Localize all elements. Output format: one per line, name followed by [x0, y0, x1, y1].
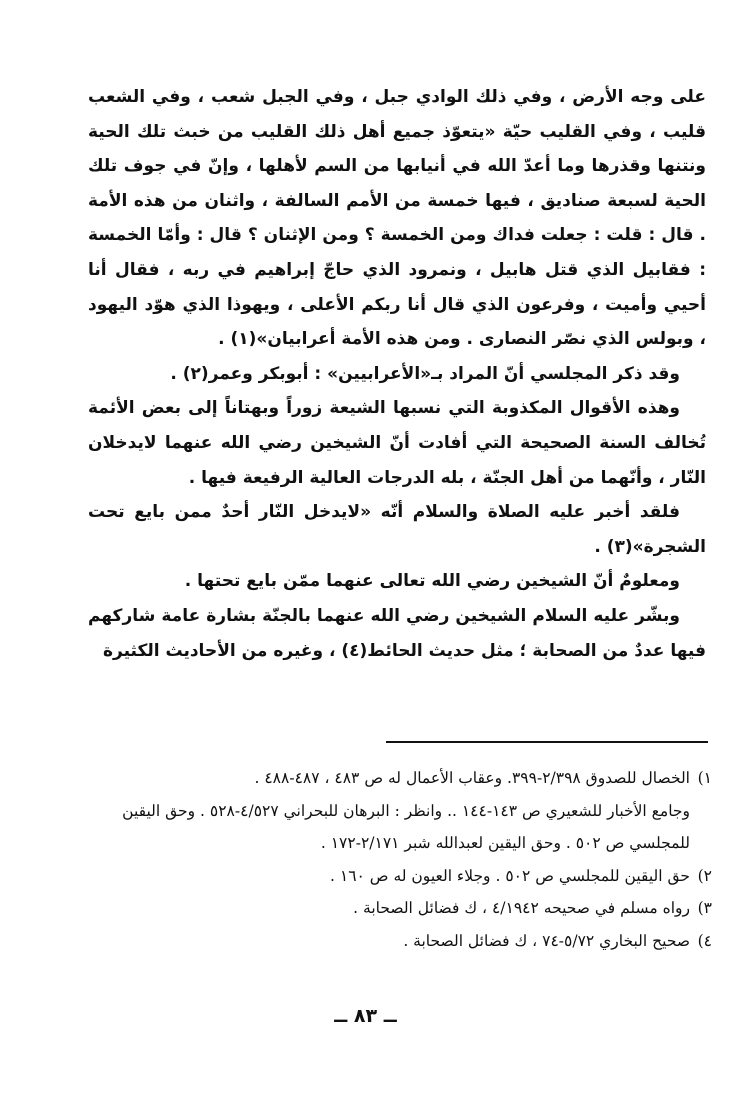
- main-text: [88, 80, 706, 668]
- footnote-divider: [386, 741, 708, 743]
- paragraph: وهذه الأقوال المكذوبة التي نسبها الشيعة زوراً وبهتاناً إلى بعض الأئمة تُخالف السنة الصحيحة التي أفادت أنّ الشيخين رضي الله عنهما لايدخلان النّار ، وأنّهما من أهل الجنّة ، بله الدرجات العالية الرفيعة فيها .: [88, 398, 706, 488]
- footnote: [92, 892, 712, 925]
- paragraph: فلقد أخبر عليه الصلاة والسلام أنّه «لايدخل النّار أحدٌ ممن بايع تحت الشجرة»(٣) .: [88, 502, 706, 557]
- footnote-text: صحيح البخاري ٥/٧٢-٧٤ ، ك فضائل الصحابة .: [403, 931, 690, 950]
- paragraph: وقد ذكر المجلسي أنّ المراد بـ«الأعرابيين» : أبوبكر وعمر(٢) .: [170, 363, 680, 384]
- footnote-text: رواه مسلم في صحيحه ٤/١٩٤٢ ، ك فضائل الصحابة .: [353, 899, 690, 917]
- footnote-continuation: وجامع الأخبار للشعيري ص ١٤٣-١٤٤ .. وانظر : البرهان للبحراني ٤/٥٢٧-٥٢٨ . وحق اليقين للمجلسي ص ٥٠٢ . وحق اليقين لعبدالله شبر ٢/١٧١-١٧٢ .: [122, 801, 690, 852]
- footnote-number: ٣): [697, 899, 712, 917]
- footnotes: [92, 762, 712, 957]
- footnote-text: حق اليقين للمجلسي ص ٥٠٢ . وجلاء العيون له ص ١٦٠ .: [330, 866, 690, 885]
- paragraph: على وجه الأرض ، وفي ذلك الوادي جبل ، وفي الجبل شعب ، وفي الشعب قليب ، وفي القليب حيّة «يتعوّذ جميع أهل ذلك القليب من خبث تلك الحية ونتنها وقذرها وما أعدّ الله في أنيابها من السم لأهلها ، وإنّ في جوف تلك الحية لسبعة صناديق ، فيها خمسة من الأمم السالفة ، واثنان من هذه الأمة . قال : قلت : جعلت فداك ومن الخمسة ؟ ومن الإثنان ؟ قال : وأمّا الخمسة : فقابيل الذي قتل هابيل ، ونمرود الذي حاجّ إبراهيم في ربه ، فقال أنا أحيي وأميت ، وفرعون الذي قال أنا ربكم الأعلى ، ويهوذا الذي هوّد اليهود ، وبولس الذي نصّر النصارى . ومن هذه الأمة أعرابيان»(١) .: [88, 87, 706, 350]
- footnote: [92, 762, 712, 860]
- footnote: [92, 860, 712, 893]
- footnote-number: ١): [697, 769, 712, 787]
- page-number: ــ ٨٣ ــ: [334, 1005, 397, 1027]
- footnote: [92, 925, 712, 958]
- footnote-text: الخصال للصدوق ٢/٣٩٨-٣٩٩. وعقاب الأعمال له ص ٤٨٣ ، ٤٨٧-٤٨٨ .: [254, 769, 690, 787]
- paragraph: ومعلومٌ أنّ الشيخين رضي الله تعالى عنهما ممّن بايع تحتها .: [184, 571, 680, 592]
- footnote-number: ٤): [697, 931, 712, 950]
- footnote-number: ٢): [697, 866, 712, 885]
- paragraph: وبشّر عليه السلام الشيخين رضي الله عنهما بالجنّة بشارة عامة شاركهم فيها عددٌ من الصحابة ؛ مثل حديث الحائط(٤) ، وغيره من الأحاديث الكثيرة: [88, 605, 706, 661]
